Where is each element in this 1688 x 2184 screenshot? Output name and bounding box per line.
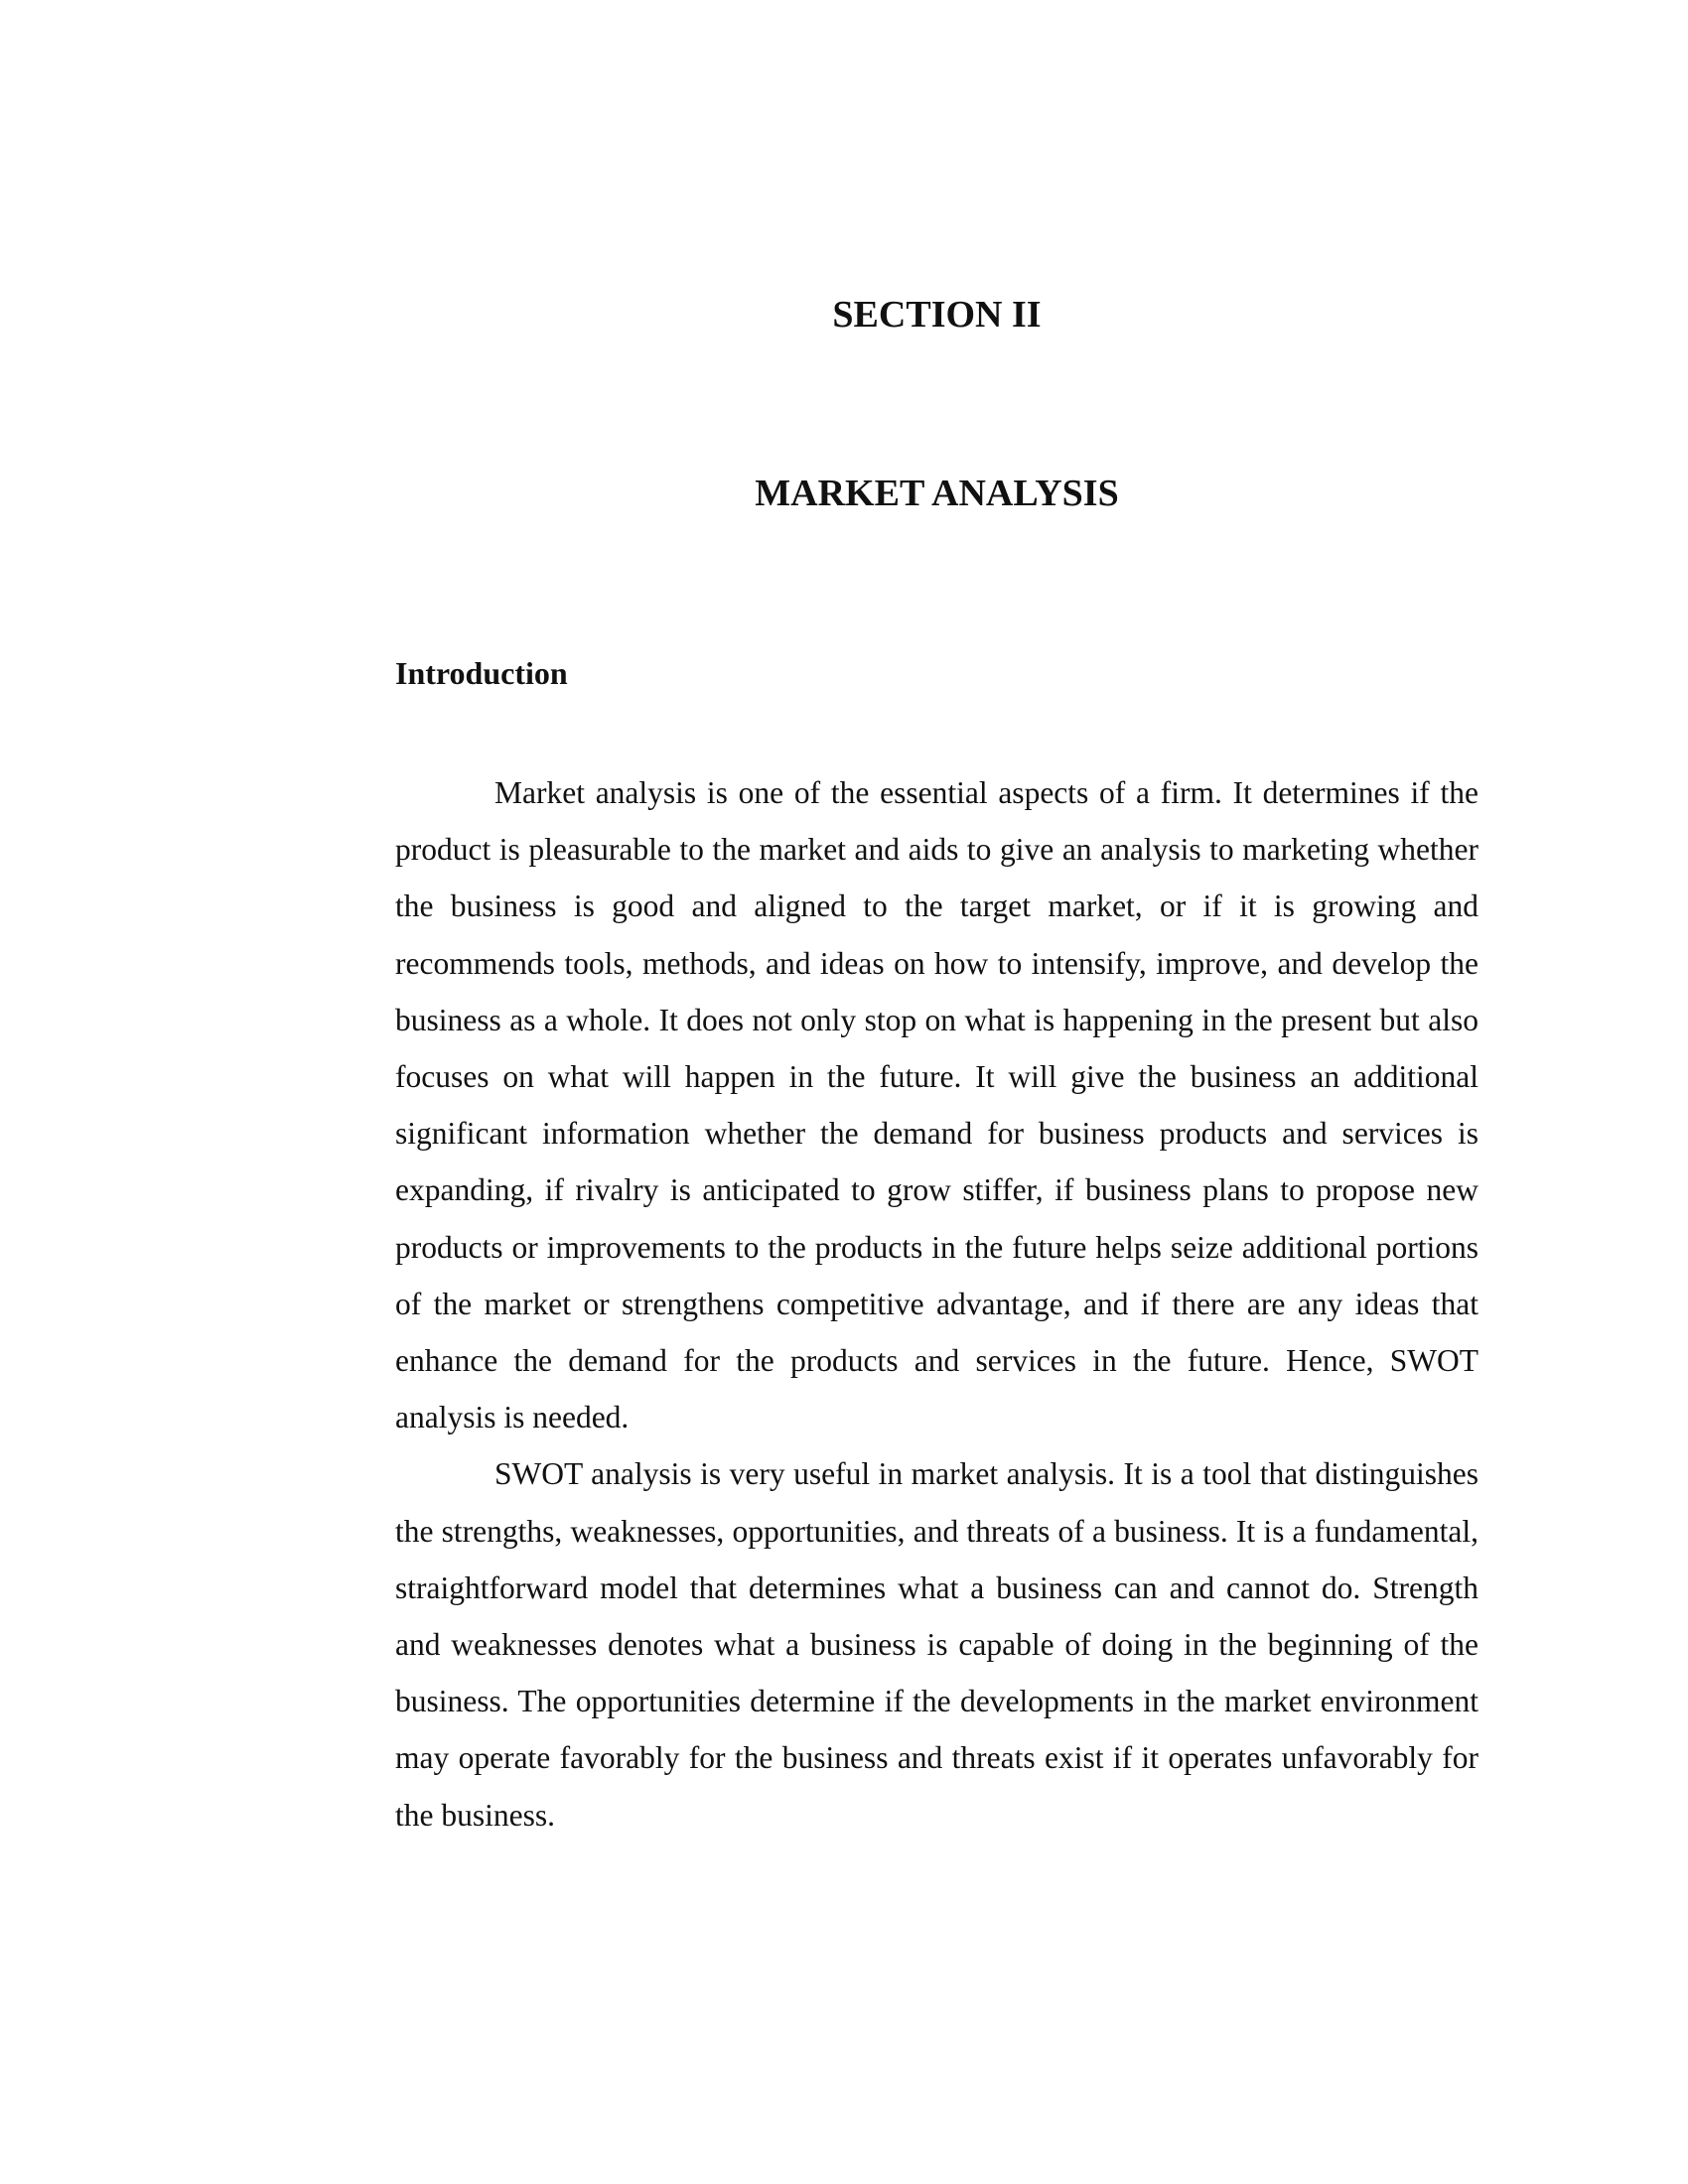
body-text	[395, 764, 1478, 1843]
paragraph: Market analysis is one of the essential aspects of a firm. It determines if the product is pleasurable to the market and aids to give an analysis to marketing whether the business is good and aligned to the target market, or if it is growing and recommends tools, methods, and ideas on how to intensify, improve, and develop the business as a whole. It does not only stop on what is happening in the present but also focuses on what will happen in the future. It will give the business an additional significant information whether the demand for business products and services is expanding, if rivalry is anticipated to grow stiffer, if business plans to propose new products or improvements to the products in the future helps seize additional portions of the market or strengthens competitive advantage, and if there are any ideas that enhance the demand for the products and services in the future. Hence, SWOT analysis is needed.	[395, 775, 1478, 1435]
section-heading: Introduction	[395, 655, 568, 691]
section-label: SECTION II	[832, 294, 1042, 336]
chapter-title: MARKET ANALYSIS	[755, 473, 1119, 514]
paragraph: SWOT analysis is very useful in market analysis. It is a tool that distinguishes the strengths, weaknesses, opportunities, and threats of a business. It is a fundamental, straightforward model that determines what a business can and cannot do. Strength and weaknesses denotes what a business is capable of doing in the beginning of the business. The opportunities determine if the developments in the market environment may operate favorably for the business and threats exist if it operates unfavorably for the business.	[395, 1456, 1478, 1833]
